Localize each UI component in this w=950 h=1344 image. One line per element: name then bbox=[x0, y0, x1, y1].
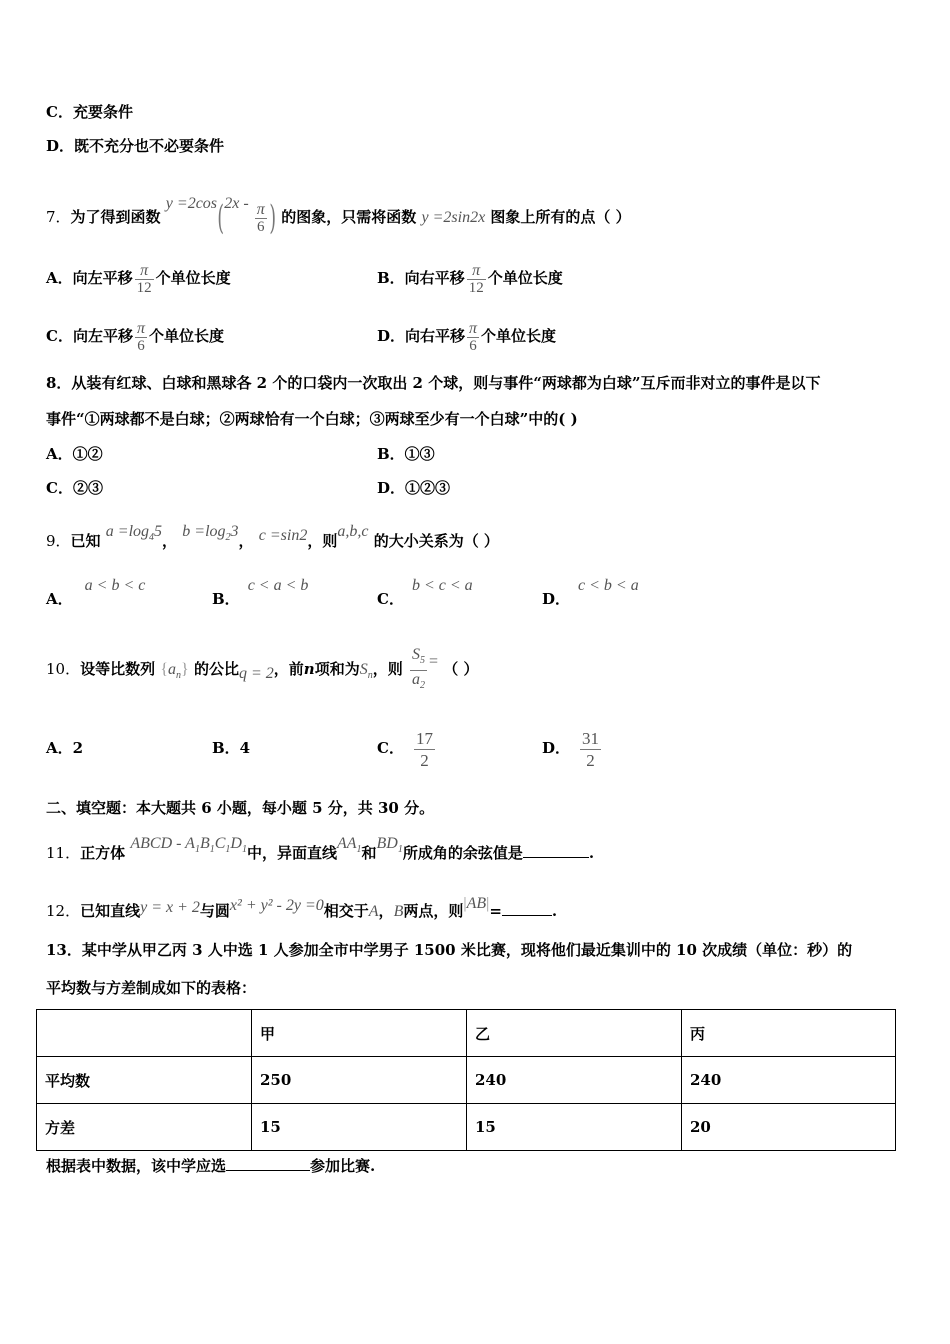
q7-lparen: ( bbox=[217, 198, 224, 238]
q7-text: 为了得到函数 bbox=[70, 208, 161, 226]
table-row bbox=[37, 1057, 896, 1104]
q7-func1-frac: $\frac{\pi}{6}$ bbox=[256, 200, 265, 235]
q11-stem: 11．正方体 ABCD - $A_1B_1C_1D_1$中，异面直线$AA_1$和$BD_1$所成角的余弦值是 . bbox=[46, 835, 595, 862]
q9-option-b: B．c < a < b bbox=[212, 577, 309, 608]
q7-text3: 图象上所有的点（ ） bbox=[490, 208, 631, 226]
q7-rparen: ) bbox=[269, 198, 276, 238]
q7-option-b: B．向右平移 $\frac{\pi}{12}$ 个单位长度 bbox=[377, 261, 563, 296]
q7-option-c: C．向左平移 $\frac{\pi}{6}$ 个单位长度 bbox=[46, 319, 224, 354]
q6-option-d: D．既不充分也不必要条件 bbox=[46, 137, 225, 155]
q8-option-b: B．①③ bbox=[377, 445, 435, 463]
table-cell: 20 bbox=[682, 1104, 896, 1151]
table-cell: 250 bbox=[252, 1057, 467, 1104]
table-cell: 240 bbox=[467, 1057, 682, 1104]
table-cell: 平均数 bbox=[37, 1057, 252, 1104]
q10-option-b: B．4 bbox=[212, 739, 251, 757]
table-header-row bbox=[37, 1010, 896, 1057]
q7-stem bbox=[46, 176, 631, 246]
q10-option-a: A．2 bbox=[46, 739, 84, 757]
q8-line1: 8．从装有红球、白球和黑球各 2 个的口袋内一次取出 2 个球，则与事件“两球都为白球”互斥而非对立的事件是以下 bbox=[46, 374, 821, 392]
q7-func2: y =2sin2x bbox=[421, 209, 486, 226]
section-heading: 二、填空题：本大题共 6 小题，每小题 5 分，共 30 分。 bbox=[46, 799, 435, 817]
table-cell: 方差 bbox=[37, 1104, 252, 1151]
q10-option-d: D． $\frac{31}{2}$ bbox=[542, 728, 600, 770]
q7-number: 7． bbox=[46, 208, 71, 226]
table-cell: 240 bbox=[682, 1057, 896, 1104]
table-header-cell bbox=[37, 1010, 252, 1057]
q7-text2: 的图象，只需将函数 bbox=[281, 208, 417, 226]
table-row bbox=[37, 1104, 896, 1151]
table-header-cell: 丙 bbox=[682, 1010, 896, 1057]
q13-line1: 13．某中学从甲乙丙 3 人中选 1 人参加全市中学男子 1500 米比赛，现将他们最近集训中的 10 次成绩（单位：秒）的 bbox=[46, 941, 853, 959]
table-cell: 15 bbox=[252, 1104, 467, 1151]
q9-option-a: A．a < b < c bbox=[46, 577, 146, 608]
table-header-cell: 甲 bbox=[252, 1010, 467, 1057]
table-header-cell: 乙 bbox=[467, 1010, 682, 1057]
score-table bbox=[36, 1009, 896, 1151]
table-cell: 15 bbox=[467, 1104, 682, 1151]
q10-stem: 10．设等比数列 $\{a_n\}$ 的公比q = 2，前n项和为$S_n$，则 $\frac{S_5}{a_2}$ = （ ） bbox=[46, 646, 479, 691]
q7-func1-inner: 2x - bbox=[224, 195, 253, 212]
q8-option-a: A．①② bbox=[46, 445, 103, 463]
q9-option-d: D．c < b < a bbox=[542, 577, 639, 608]
q7-func1: y =2cos bbox=[165, 195, 218, 212]
q8-option-d: D．①②③ bbox=[377, 479, 451, 497]
q6-option-c: C．充要条件 bbox=[46, 103, 133, 121]
q10-option-c: C． $\frac{17}{2}$ bbox=[377, 728, 433, 770]
q9-stem: 9．已知 $a =\log_45$， $b =\log_23$， c =sin2，则a,b,c 的大小关系为（ ） bbox=[46, 523, 499, 550]
q9-option-c: C．b < c < a bbox=[377, 577, 473, 608]
q8-line2: 事件“①两球都不是白球；②两球恰有一个白球；③两球至少有一个白球”中的( ) bbox=[46, 410, 578, 428]
q7-option-d: D．向右平移 $\frac{\pi}{6}$ 个单位长度 bbox=[377, 319, 557, 354]
q8-option-c: C．②③ bbox=[46, 479, 103, 497]
q12-stem: 12．已知直线y = x + 2与圆x² + y² - 2y =0相交于A，B两点，则|AB|= . bbox=[46, 895, 558, 920]
q7-option-a: A．向左平移 $\frac{\pi}{12}$ 个单位长度 bbox=[46, 261, 231, 296]
q13-after: 根据表中数据，该中学应选 参加比赛. bbox=[46, 1157, 376, 1175]
q13-line2: 平均数与方差制成如下的表格： bbox=[46, 979, 257, 997]
